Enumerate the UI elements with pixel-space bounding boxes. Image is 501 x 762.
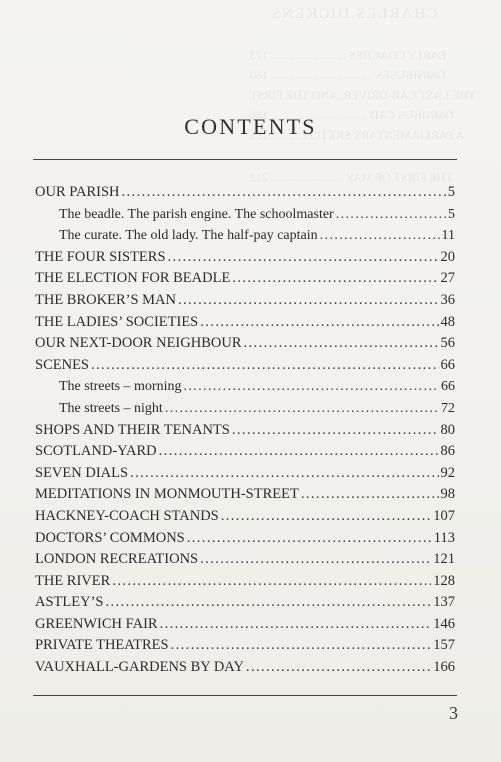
table-of-contents: [35, 182, 455, 679]
bleed-through-line: OMNIBUS CAD ................................ 186: [250, 108, 454, 122]
bleed-through-line: A PARLIAMENTARY SKETCH .......... 195: [250, 128, 465, 142]
toc-entry-page: 92: [440, 464, 455, 481]
toc-entry-page: 128: [433, 572, 455, 589]
toc-entry-title: THE ELECTION FOR BEADLE: [35, 270, 231, 287]
toc-entry-page: 11: [441, 228, 455, 244]
toc-entry-title: MEDITATIONS IN MONMOUTH-STREET: [35, 486, 299, 503]
toc-entry-title: PRIVATE THEATRES: [35, 637, 169, 654]
toc-entry-title: DOCTORS’ COMMONS: [35, 529, 185, 546]
toc-entry-page: 36: [440, 291, 455, 308]
page-number: 3: [449, 703, 458, 723]
toc-subentry: [35, 398, 455, 420]
dot-leader: [105, 592, 431, 614]
toc-entry-page: 72: [441, 400, 455, 416]
toc-entry-title: THE FOUR SISTERS: [35, 248, 166, 265]
dot-leader: [320, 225, 440, 247]
toc-entry-page: 113: [433, 529, 455, 546]
toc-entry-page: 121: [433, 551, 455, 568]
toc-entry-title: SEVEN DIALS: [35, 464, 129, 481]
toc-entry-page: 157: [433, 637, 455, 654]
dot-leader: [165, 398, 439, 420]
toc-entry-page: 166: [433, 659, 455, 676]
toc-entry-page: 98: [440, 486, 455, 503]
bottom-rule: [33, 695, 457, 696]
dot-leader: [168, 247, 439, 269]
dot-leader: [232, 268, 438, 290]
bleed-through-header: CHARLES DICKENS: [270, 6, 438, 22]
toc-entry-title: SCENES: [35, 356, 89, 373]
toc-entry: [35, 528, 455, 550]
toc-entry-page: 86: [440, 443, 455, 460]
toc-entry-title: OUR PARISH: [35, 184, 120, 200]
toc-entry-title: The streets – morning: [59, 379, 182, 395]
toc-entry-page: 20: [440, 248, 455, 265]
toc-entry-page: 146: [433, 615, 455, 632]
dot-leader: [183, 376, 439, 398]
toc-entry: [35, 463, 455, 485]
toc-entry: [35, 247, 455, 269]
bleed-through-line: THE LAST CAB-DRIVER, AND THE FIRST: [250, 88, 476, 102]
dot-leader: [200, 549, 431, 571]
dot-leader: [301, 484, 439, 506]
dot-leader: [112, 571, 431, 593]
top-rule: [33, 159, 457, 160]
dot-leader: [336, 204, 446, 226]
toc-entry-page: 27: [440, 270, 455, 287]
toc-subentry: [35, 204, 455, 226]
dot-leader: [221, 506, 432, 528]
toc-entry: [35, 506, 455, 528]
toc-entry-title: OUR NEXT-DOOR NEIGHBOUR: [35, 335, 242, 352]
toc-entry-page: 107: [433, 507, 455, 524]
toc-entry-title: The curate. The old lady. The half-pay captain: [59, 228, 318, 244]
toc-subentry: [35, 376, 455, 398]
toc-entry-page: 66: [441, 379, 455, 395]
toc-entry-title: The streets – night: [59, 400, 163, 416]
toc-entry-title: THE RIVER: [35, 572, 111, 589]
toc-subentry: [35, 225, 455, 247]
toc-entry-page: 5: [448, 206, 455, 222]
toc-entry-title: THE LADIES’ SOCIETIES: [35, 313, 199, 330]
toc-entry-page: 5: [447, 184, 455, 200]
toc-entry: [35, 290, 455, 312]
toc-entry-title: THE BROKER’S MAN: [35, 291, 176, 308]
toc-entry-title: ASTLEY’S: [35, 594, 104, 611]
dot-leader: [244, 333, 439, 355]
toc-entry: [35, 441, 455, 463]
toc-entry: [35, 268, 455, 290]
toc-entry: [35, 333, 455, 355]
toc-entry: [35, 549, 455, 571]
toc-entry-title: The beadle. The parish engine. The schoolmaster: [59, 206, 334, 222]
toc-entry: [35, 635, 455, 657]
toc-entry: [35, 657, 455, 679]
dot-leader: [178, 290, 439, 312]
toc-entry-title: LONDON RECREATIONS: [35, 551, 199, 568]
toc-entry: [35, 312, 455, 334]
dot-leader: [232, 420, 439, 442]
toc-entry: [35, 182, 455, 204]
bleed-through-line: THE FIRST OF MAY ........................ 212: [250, 170, 453, 184]
toc-entry-title: HACKNEY-COACH STANDS: [35, 507, 219, 524]
toc-entry: [35, 420, 455, 442]
toc-entry-title: SCOTLAND-YARD: [35, 443, 157, 460]
toc-entry-title: SHOPS AND THEIR TENANTS: [35, 421, 230, 438]
dot-leader: [171, 635, 432, 657]
dot-leader: [187, 528, 432, 550]
toc-entry: [35, 614, 455, 636]
dot-leader: [160, 614, 432, 636]
dot-leader: [130, 463, 438, 485]
dot-leader: [159, 441, 439, 463]
toc-entry-page: 56: [440, 335, 455, 352]
toc-entry-page: 80: [440, 421, 455, 438]
dot-leader: [121, 182, 445, 204]
toc-entry: [35, 592, 455, 614]
dot-leader: [246, 657, 431, 679]
toc-entry: [35, 355, 455, 377]
toc-entry-title: GREENWICH FAIR: [35, 615, 158, 632]
toc-entry-title: VAUXHALL-GARDENS BY DAY: [35, 659, 244, 676]
toc-entry: [35, 484, 455, 506]
dot-leader: [91, 355, 439, 377]
dot-leader: [200, 312, 438, 334]
page-title: CONTENTS: [184, 114, 317, 139]
toc-entry-page: 66: [440, 356, 455, 373]
bleed-through-line: EARLY COACHES ......................... 173: [250, 48, 447, 62]
toc-entry-page: 48: [440, 313, 455, 330]
bleed-through-line: OMNIBUSES .................................. 180: [250, 68, 446, 82]
toc-entry: [35, 571, 455, 593]
toc-entry-page: 137: [433, 594, 455, 611]
